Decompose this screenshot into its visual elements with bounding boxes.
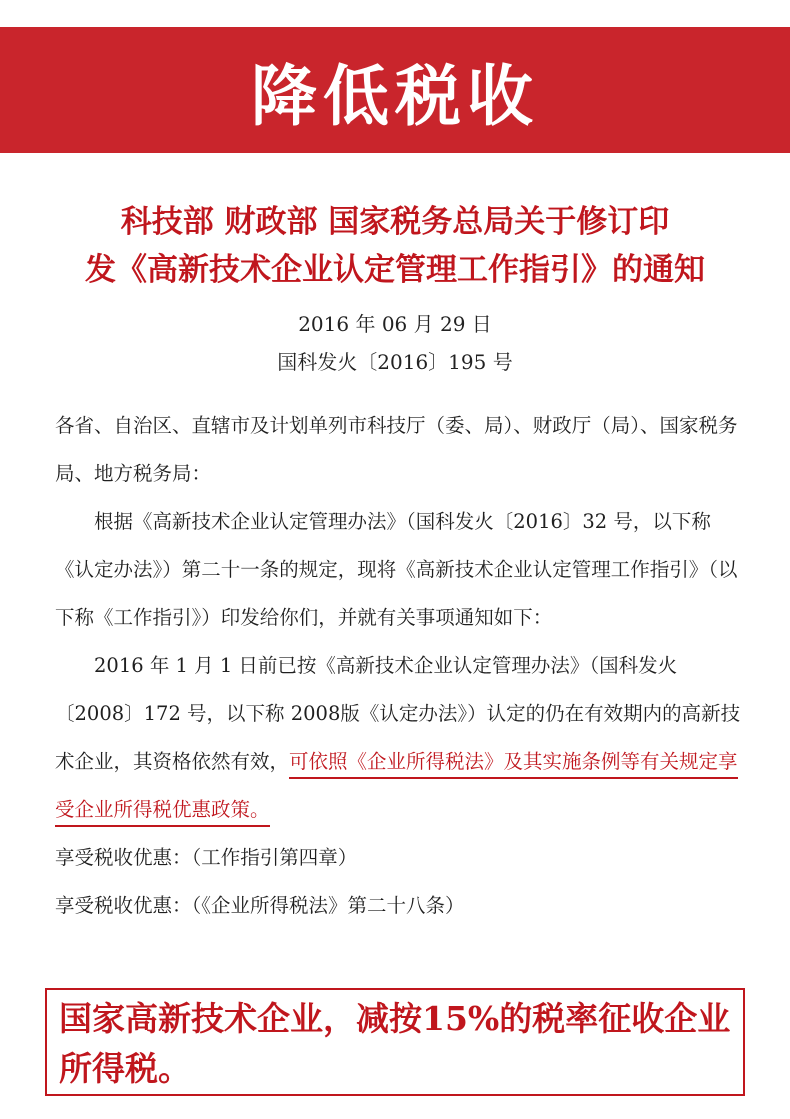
paragraph-2-text: 2016 年 1 月 1 日前已按《高新技术企业认定管理办法》（国科发火〔2008〕172 号，以下称 2008版《认定办法》）认定的仍在有效期内的高新技术企业，其资格依然有效， [55, 654, 741, 773]
recipients-paragraph: 各省、自治区、直辖市及计划单列市科技厅（委、局）、财政厅（局）、国家税务局、地方税务局： [55, 414, 738, 485]
paragraph-1: 根据《高新技术企业认定管理办法》（国科发火〔2016〕32 号，以下称《认定办法》）第二十一条的规定，现将《高新技术企业认定管理工作指引》（以下称《工作指引》）印发给你们，并就有关事项通知如下： [55, 510, 738, 629]
document-number: 国科发火〔2016〕195 号 [277, 350, 513, 374]
tax-rate-callout-text: 国家高新技术企业，减按15%的税率征收企业所得税。 [59, 999, 731, 1088]
tax-benefit-note-2: 享受税收优惠：（《企业所得税法》第二十八条） [55, 894, 465, 917]
document-title [20, 198, 770, 294]
title-line-1: 科技部 财政部 国家税务总局关于修订印 [120, 204, 670, 240]
tax-rate-callout [45, 988, 745, 1096]
paragraph-2 [55, 642, 745, 834]
highlighted-policy-text: 可依照《企业所得税法》及其实施条例等有关规定享受企业所得税优惠政策。 [55, 750, 738, 827]
document-date: 2016 年 06 月 29 日 [298, 312, 492, 336]
tax-benefit-note-1: 享受税收优惠：（工作指引第四章） [55, 846, 358, 869]
banner-title: 降低税收 [251, 57, 539, 135]
document-body [55, 402, 745, 930]
header-banner [0, 27, 790, 153]
title-line-2: 发《高新技术企业认定管理工作指引》的通知 [85, 252, 705, 288]
